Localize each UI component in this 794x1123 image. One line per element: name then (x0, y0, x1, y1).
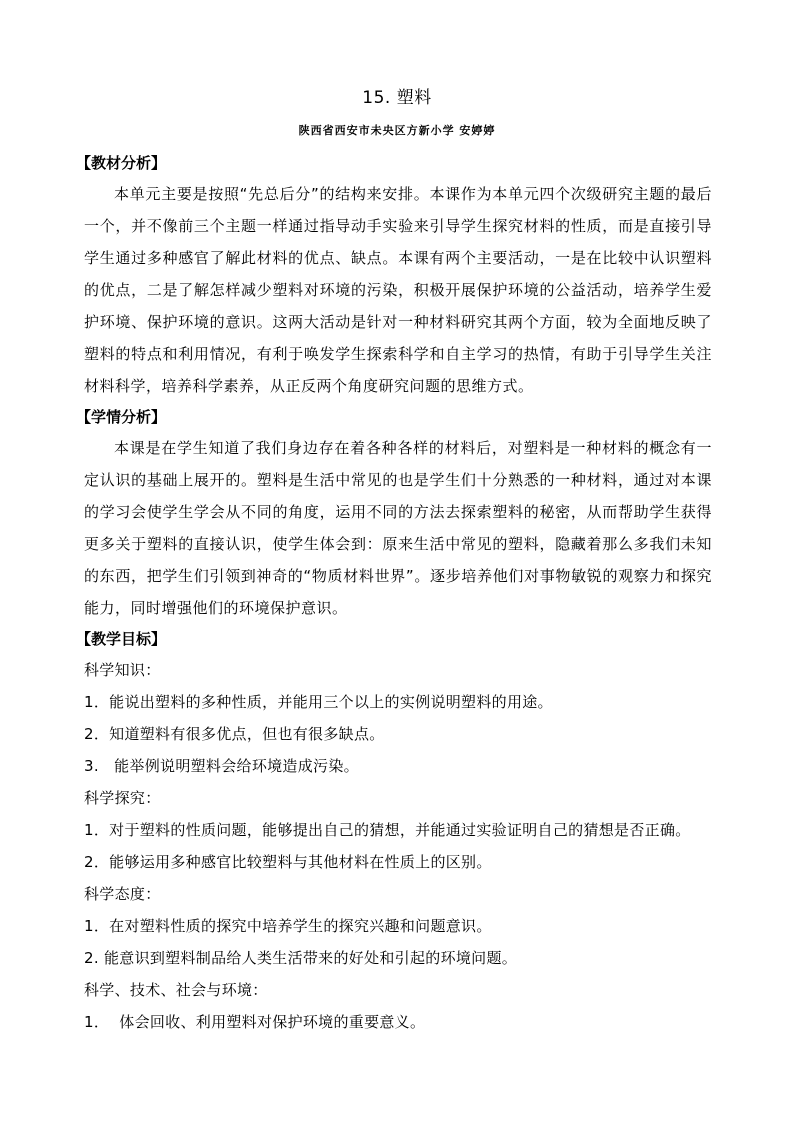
inquiry-label: 科学探究： (84, 789, 161, 807)
section-heading-textbook-analysis: 【教材分析】 (76, 154, 167, 172)
document-title: 15. 塑料 (362, 88, 432, 108)
inquiry-item-1: 1．对于塑料的性质问题，能够提出自己的猜想，并能通过实验证明自己的猜想是否正确。 (84, 821, 691, 839)
attitude-label: 科学态度： (84, 885, 161, 903)
textbook-analysis-paragraph: 本单元主要是按照“先总后分”的结构来安排。本课作为本单元四个次级研究主题的最后一个，并不像前三个主题一样通过指导动手实验来引导学生探究材料的性质，而是直接引导学生通过多种感官了解此材料的优点、缺点。本课有两个主要活动，一是在比较中认识塑料的优点，二是了解怎样减少塑料对环境的污染，积极开展保护环境的公益活动，培养学生爱护环境、保护环境的意识。这两大活动是针对一种材料研究其两个方面，较为全面地反映了塑料的特点和利用情况，有利于唤发学生探索科学和自主学习的热情，有助于引导学生关注材料科学，培养科学素养，从正反两个角度研究问题的思维方式。 (84, 185, 712, 395)
attitude-item-1: 1．在对塑料性质的探究中培养学生的探究兴趣和问题意识。 (84, 917, 492, 935)
knowledge-item-3: 3. 能举例说明塑料会给环境造成污染。 (84, 757, 359, 775)
student-analysis-paragraph: 本课是在学生知道了我们身边存在着各种各样的材料后，对塑料是一种材料的概念有一定认识的基础上展开的。塑料是生活中常见的也是学生们十分熟悉的一种材料，通过对本课的学习会使学生学会从不同的角度，运用不同的方法去探索塑料的秘密，从而帮助学生获得更多关于塑料的直接认识，使学生体会到：原来生活中常见的塑料，隐藏着那么多我们未知的东西，把学生们引领到神奇的“物质材料世界”。逐步培养他们对事物敏锐的观察力和探究能力，同时增强他们的环境保护意识。 (84, 439, 712, 617)
inquiry-item-2: 2．能够运用多种感官比较塑料与其他材料在性质上的区别。 (84, 853, 492, 871)
knowledge-label: 科学知识： (84, 661, 161, 679)
knowledge-item-1: 1．能说出塑料的多种性质，并能用三个以上的实例说明塑料的用途。 (84, 693, 553, 711)
section-heading-teaching-goals: 【教学目标】 (76, 630, 167, 648)
document-author: 陕西省西安市未央区方新小学 安婷婷 (298, 124, 496, 137)
section-heading-student-analysis: 【学情分析】 (76, 408, 167, 426)
knowledge-item-2: 2．知道塑料有很多优点，但也有很多缺点。 (84, 725, 385, 743)
attitude-item-2: 2. 能意识到塑料制品给人类生活带来的好处和引起的环境问题。 (84, 949, 518, 967)
sts-item-1: 1． 体会回收、利用塑料对保护环境的重要意义。 (84, 1013, 426, 1031)
document-body (76, 148, 712, 1038)
sts-label: 科学、技术、社会与环境： (84, 981, 268, 999)
